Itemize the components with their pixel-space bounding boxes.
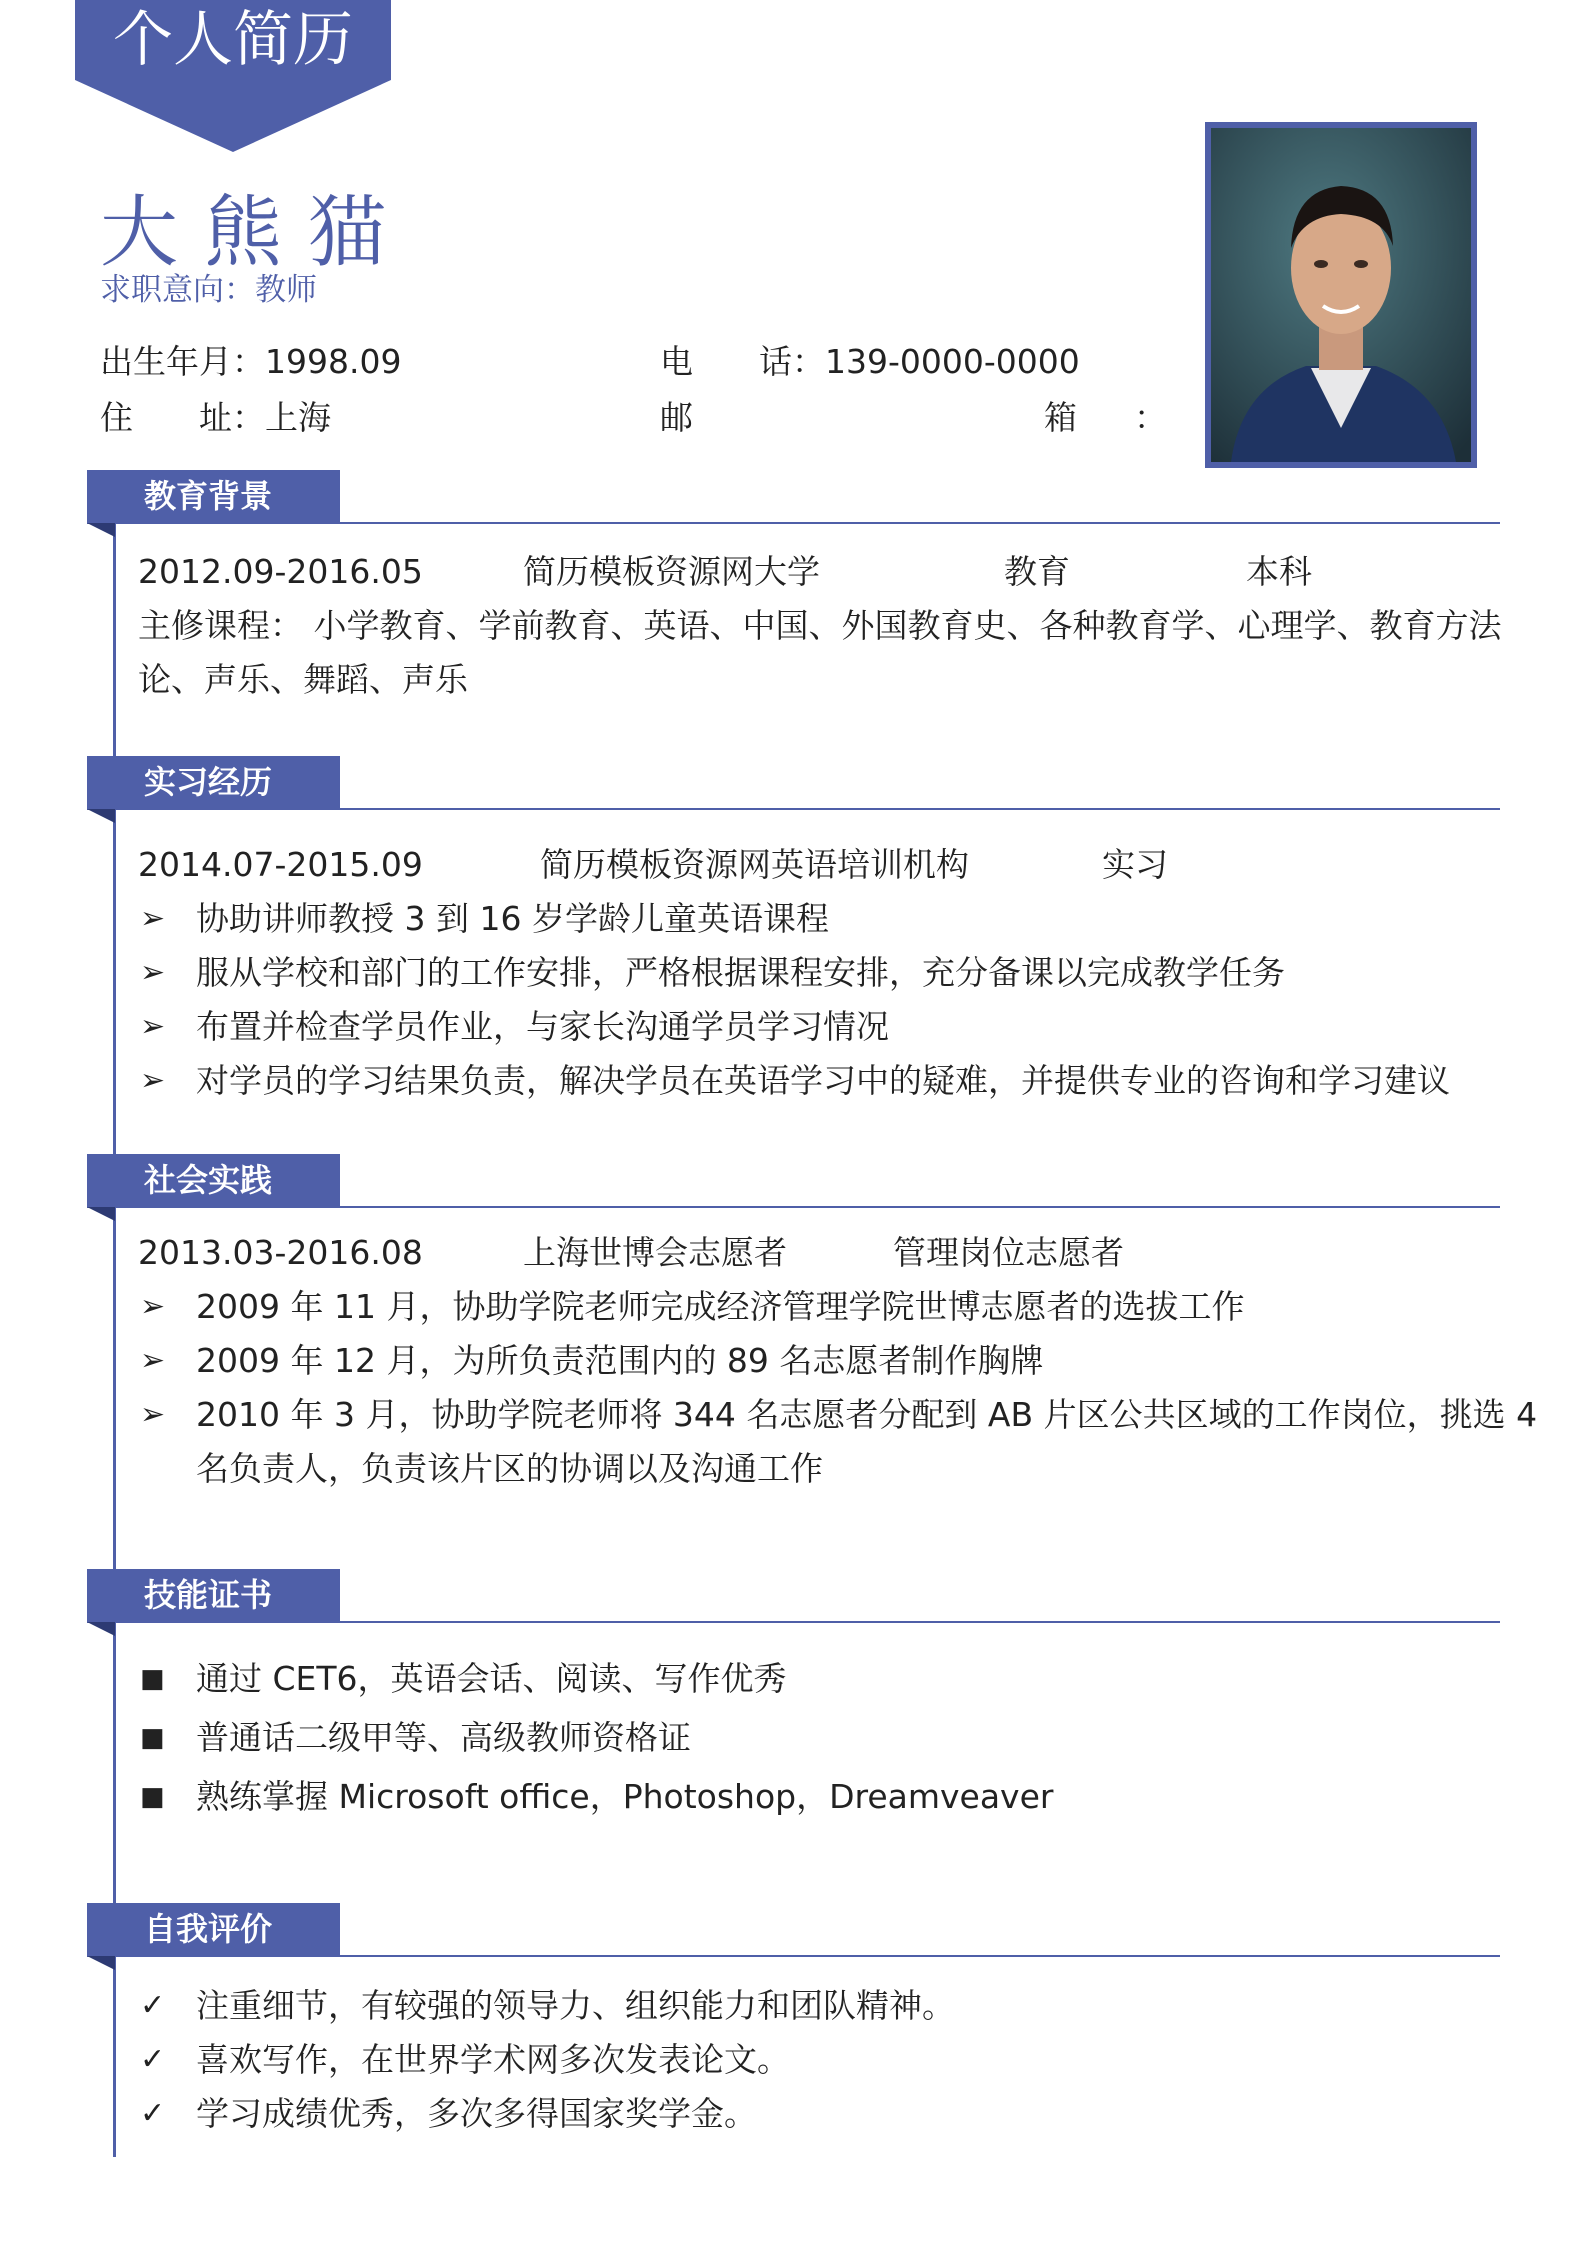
edu-date: 2012.09-2016.05 [138,552,423,591]
section-internship-title: 实习经历 [87,756,340,809]
list-item: 喜欢写作，在世界学术网多次发表论文。 [196,2040,790,2079]
profile-photo [1205,122,1477,468]
check-icon: ✓ [140,1988,166,2023]
list-item: 协助讲师教授 3 到 16 岁学龄儿童英语课程 [196,899,829,938]
arrow-bullet-icon: ➢ [140,1009,166,1044]
section-fold [87,1622,115,1636]
resume-title: 个人简历 [113,5,353,75]
candidate-name: 大熊猫 [100,188,413,278]
section-self-title: 自我评价 [87,1903,340,1956]
arrow-bullet-icon: ➢ [140,955,166,990]
arrow-bullet-icon: ➢ [140,901,166,936]
list-item: 服从学校和部门的工作安排，严格根据课程安排，充分备课以完成教学任务 [196,953,1285,992]
list-item: 学习成绩优秀，多次多得国家奖学金。 [196,2094,757,2133]
list-item: 熟练掌握 Microsoft office，Photoshop，Dreamveaver [196,1777,1054,1816]
section-fold [87,809,115,823]
list-item: 对学员的学习结果负责，解决学员在英语学习中的疑难，并提供专业的咨询和学习建议 [196,1061,1450,1100]
section-fold [87,523,115,537]
email-label-mid: 箱 [1044,398,1077,437]
email-label: 邮 [660,398,693,437]
social-org: 上海世博会志愿者 [523,1233,787,1272]
list-item: 2010 年 3 月，协助学院老师将 344 名志愿者分配到 AB 片区公共区域的工作岗位，挑选 4 [196,1395,1538,1434]
square-bullet-icon: ■ [140,1664,165,1694]
list-item-cont: 名负责人，负责该片区的协调以及沟通工作 [196,1449,823,1488]
square-bullet-icon: ■ [140,1782,165,1812]
section-fold [87,1956,115,1970]
arrow-bullet-icon: ➢ [140,1063,166,1098]
arrow-bullet-icon: ➢ [140,1343,166,1378]
list-item: 通过 CET6，英语会话、阅读、写作优秀 [196,1659,787,1698]
phone-info: 电 话：139-0000-0000 [660,342,1080,381]
intern-role: 实习 [1102,845,1168,884]
section-skills-title: 技能证书 [87,1569,340,1622]
square-bullet-icon: ■ [140,1723,165,1753]
edu-courses-cont: 论、声乐、舞蹈、声乐 [138,660,468,699]
job-intent: 求职意向：教师 [100,272,317,308]
section-education-title: 教育背景 [87,470,340,523]
edu-major: 教育 [1004,552,1070,591]
list-item: 2009 年 11 月，协助学院老师完成经济管理学院世博志愿者的选拔工作 [196,1287,1245,1326]
section-fold [87,1207,115,1221]
arrow-bullet-icon: ➢ [140,1397,166,1432]
intern-org: 简历模板资源网英语培训机构 [540,845,969,884]
social-role: 管理岗位志愿者 [893,1233,1124,1272]
edu-courses: 主修课程： 小学教育、学前教育、英语、中国、外国教育史、各种教育学、心理学、教育方法 [138,606,1502,645]
list-item: 普通话二级甲等、高级教师资格证 [196,1718,691,1757]
list-item: 2009 年 12 月，为所负责范围内的 89 名志愿者制作胸牌 [196,1341,1044,1380]
check-icon: ✓ [140,2096,166,2131]
list-item: 布置并检查学员作业，与家长沟通学员学习情况 [196,1007,889,1046]
address-info: 住 址：上海 [100,398,331,437]
list-item: 注重细节，有较强的领导力、组织能力和团队精神。 [196,1986,955,2025]
intern-date: 2014.07-2015.09 [138,845,423,884]
arrow-bullet-icon: ➢ [140,1289,166,1324]
edu-school: 简历模板资源网大学 [523,552,820,591]
social-date: 2013.03-2016.08 [138,1233,423,1272]
check-icon: ✓ [140,2042,166,2077]
birth-info: 出生年月：1998.09 [100,342,402,381]
edu-degree: 本科 [1246,552,1312,591]
email-colon: ： [1134,398,1167,437]
section-social-title: 社会实践 [87,1154,340,1207]
